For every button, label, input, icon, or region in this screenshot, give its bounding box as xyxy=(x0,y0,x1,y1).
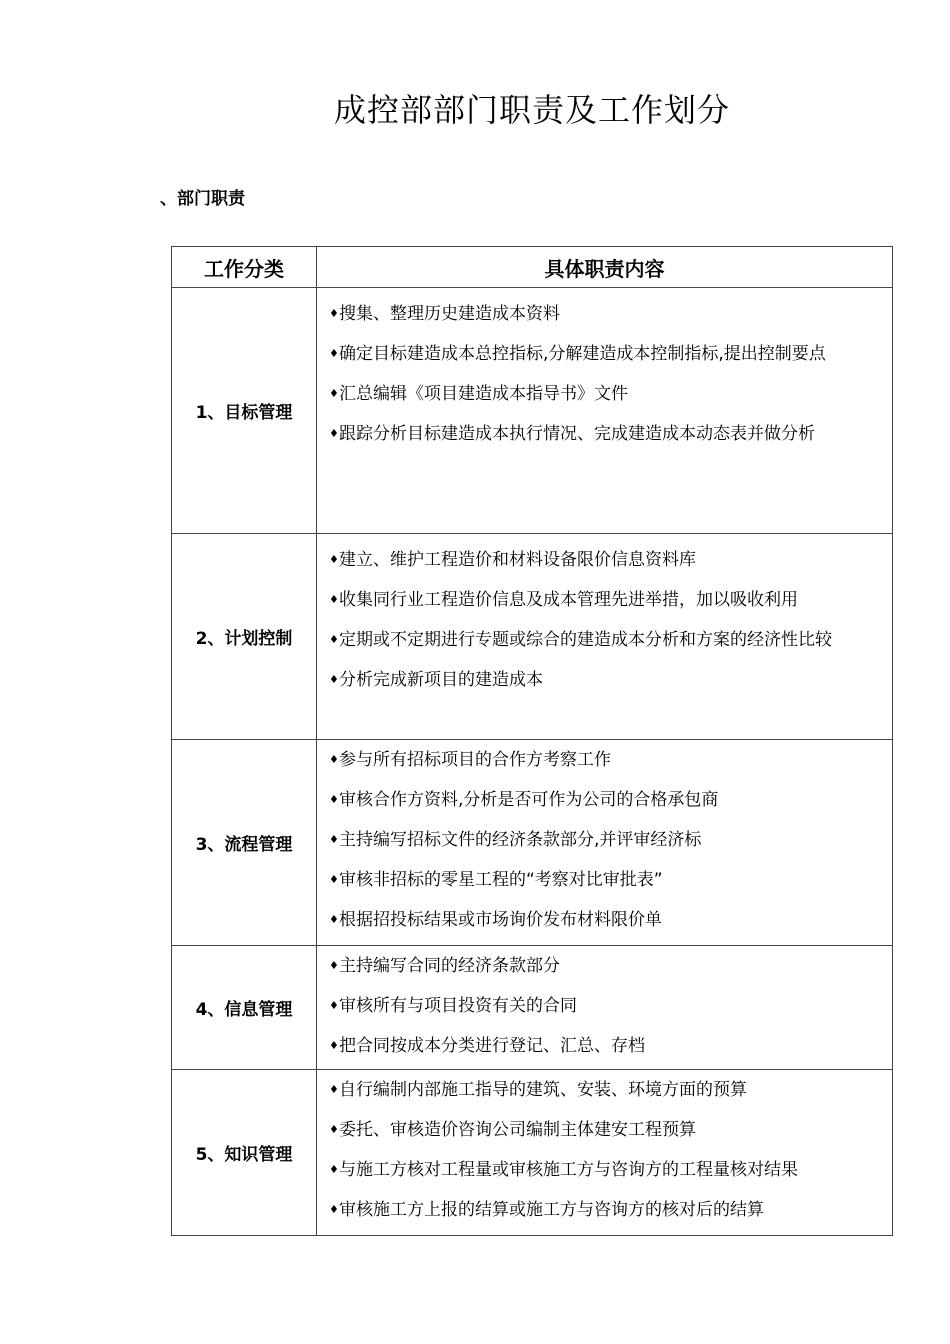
diamond-bullet-icon: ♦ xyxy=(329,999,339,1012)
header-category: 工作分类 xyxy=(172,247,317,288)
duties-table xyxy=(171,246,893,1236)
list-item: ♦ 建立、维护工程造价和材料设备限价信息资料库 xyxy=(329,540,884,580)
list-item: ♦ 收集同行业工程造价信息及成本管理先进举措，加以吸收利用 xyxy=(329,580,884,620)
list-item: ♦ 跟踪分析目标建造成本执行情况、完成建造成本动态表并做分析 xyxy=(329,414,884,454)
content-cell xyxy=(317,1070,893,1236)
section-heading: 、部门职责 xyxy=(160,189,245,209)
diamond-bullet-icon: ♦ xyxy=(329,1163,339,1176)
category-cell: 4、信息管理 xyxy=(172,946,317,1070)
diamond-bullet-icon: ♦ xyxy=(329,1039,339,1052)
category-cell: 2、计划控制 xyxy=(172,534,317,740)
list-item: ♦ 审核施工方上报的结算或施工方与咨询方的核对后的结算 xyxy=(329,1190,884,1230)
category-cell: 5、知识管理 xyxy=(172,1070,317,1236)
category-cell: 3、流程管理 xyxy=(172,740,317,946)
content-cell xyxy=(317,534,893,740)
diamond-bullet-icon: ♦ xyxy=(329,1123,339,1136)
list-item: ♦ 分析完成新项目的建造成本 xyxy=(329,660,884,700)
diamond-bullet-icon: ♦ xyxy=(329,347,339,360)
table-row xyxy=(172,534,893,740)
diamond-bullet-icon: ♦ xyxy=(329,793,339,806)
content-cell xyxy=(317,740,893,946)
diamond-bullet-icon: ♦ xyxy=(329,307,339,320)
table-row xyxy=(172,1070,893,1236)
diamond-bullet-icon: ♦ xyxy=(329,913,339,926)
list-item: ♦ 搜集、整理历史建造成本资料 xyxy=(329,294,884,334)
diamond-bullet-icon: ♦ xyxy=(329,1203,339,1216)
diamond-bullet-icon: ♦ xyxy=(329,833,339,846)
category-cell: 1、目标管理 xyxy=(172,288,317,534)
list-item: ♦ 定期或不定期进行专题或综合的建造成本分析和方案的经济性比较 xyxy=(329,620,884,660)
content-cell xyxy=(317,288,893,534)
diamond-bullet-icon: ♦ xyxy=(329,1083,339,1096)
diamond-bullet-icon: ♦ xyxy=(329,873,339,886)
diamond-bullet-icon: ♦ xyxy=(329,387,339,400)
list-item: ♦ 根据招投标结果或市场询价发布材料限价单 xyxy=(329,900,884,940)
table-header-row xyxy=(172,247,893,288)
table-row xyxy=(172,740,893,946)
diamond-bullet-icon: ♦ xyxy=(329,427,339,440)
list-item: ♦ 审核合作方资料,分析是否可作为公司的合格承包商 xyxy=(329,780,884,820)
list-item: ♦ 自行编制内部施工指导的建筑、安装、环境方面的预算 xyxy=(329,1070,884,1110)
list-item: ♦ 汇总编辑《项目建造成本指导书》文件 xyxy=(329,374,884,414)
diamond-bullet-icon: ♦ xyxy=(329,633,339,646)
list-item: ♦ 与施工方核对工程量或审核施工方与咨询方的工程量核对结果 xyxy=(329,1150,884,1190)
list-item: ♦ 审核非招标的零星工程的“考察对比审批表” xyxy=(329,860,884,900)
header-content: 具体职责内容 xyxy=(317,247,893,288)
list-item: ♦ 委托、审核造价咨询公司编制主体建安工程预算 xyxy=(329,1110,884,1150)
table-row xyxy=(172,288,893,534)
page-title: 成控部部门职责及工作划分 xyxy=(333,91,730,129)
list-item: ♦ 主持编写合同的经济条款部分 xyxy=(329,946,884,986)
list-item: ♦ 确定目标建造成本总控指标,分解建造成本控制指标,提出控制要点 xyxy=(329,334,884,374)
list-item: ♦ 参与所有招标项目的合作方考察工作 xyxy=(329,740,884,780)
table-row xyxy=(172,946,893,1070)
diamond-bullet-icon: ♦ xyxy=(329,553,339,566)
list-item: ♦ 审核所有与项目投资有关的合同 xyxy=(329,986,884,1026)
list-item: ♦ 把合同按成本分类进行登记、汇总、存档 xyxy=(329,1026,884,1066)
diamond-bullet-icon: ♦ xyxy=(329,959,339,972)
content-cell xyxy=(317,946,893,1070)
diamond-bullet-icon: ♦ xyxy=(329,593,339,606)
diamond-bullet-icon: ♦ xyxy=(329,753,339,766)
diamond-bullet-icon: ♦ xyxy=(329,673,339,686)
list-item: ♦ 主持编写招标文件的经济条款部分,并评审经济标 xyxy=(329,820,884,860)
